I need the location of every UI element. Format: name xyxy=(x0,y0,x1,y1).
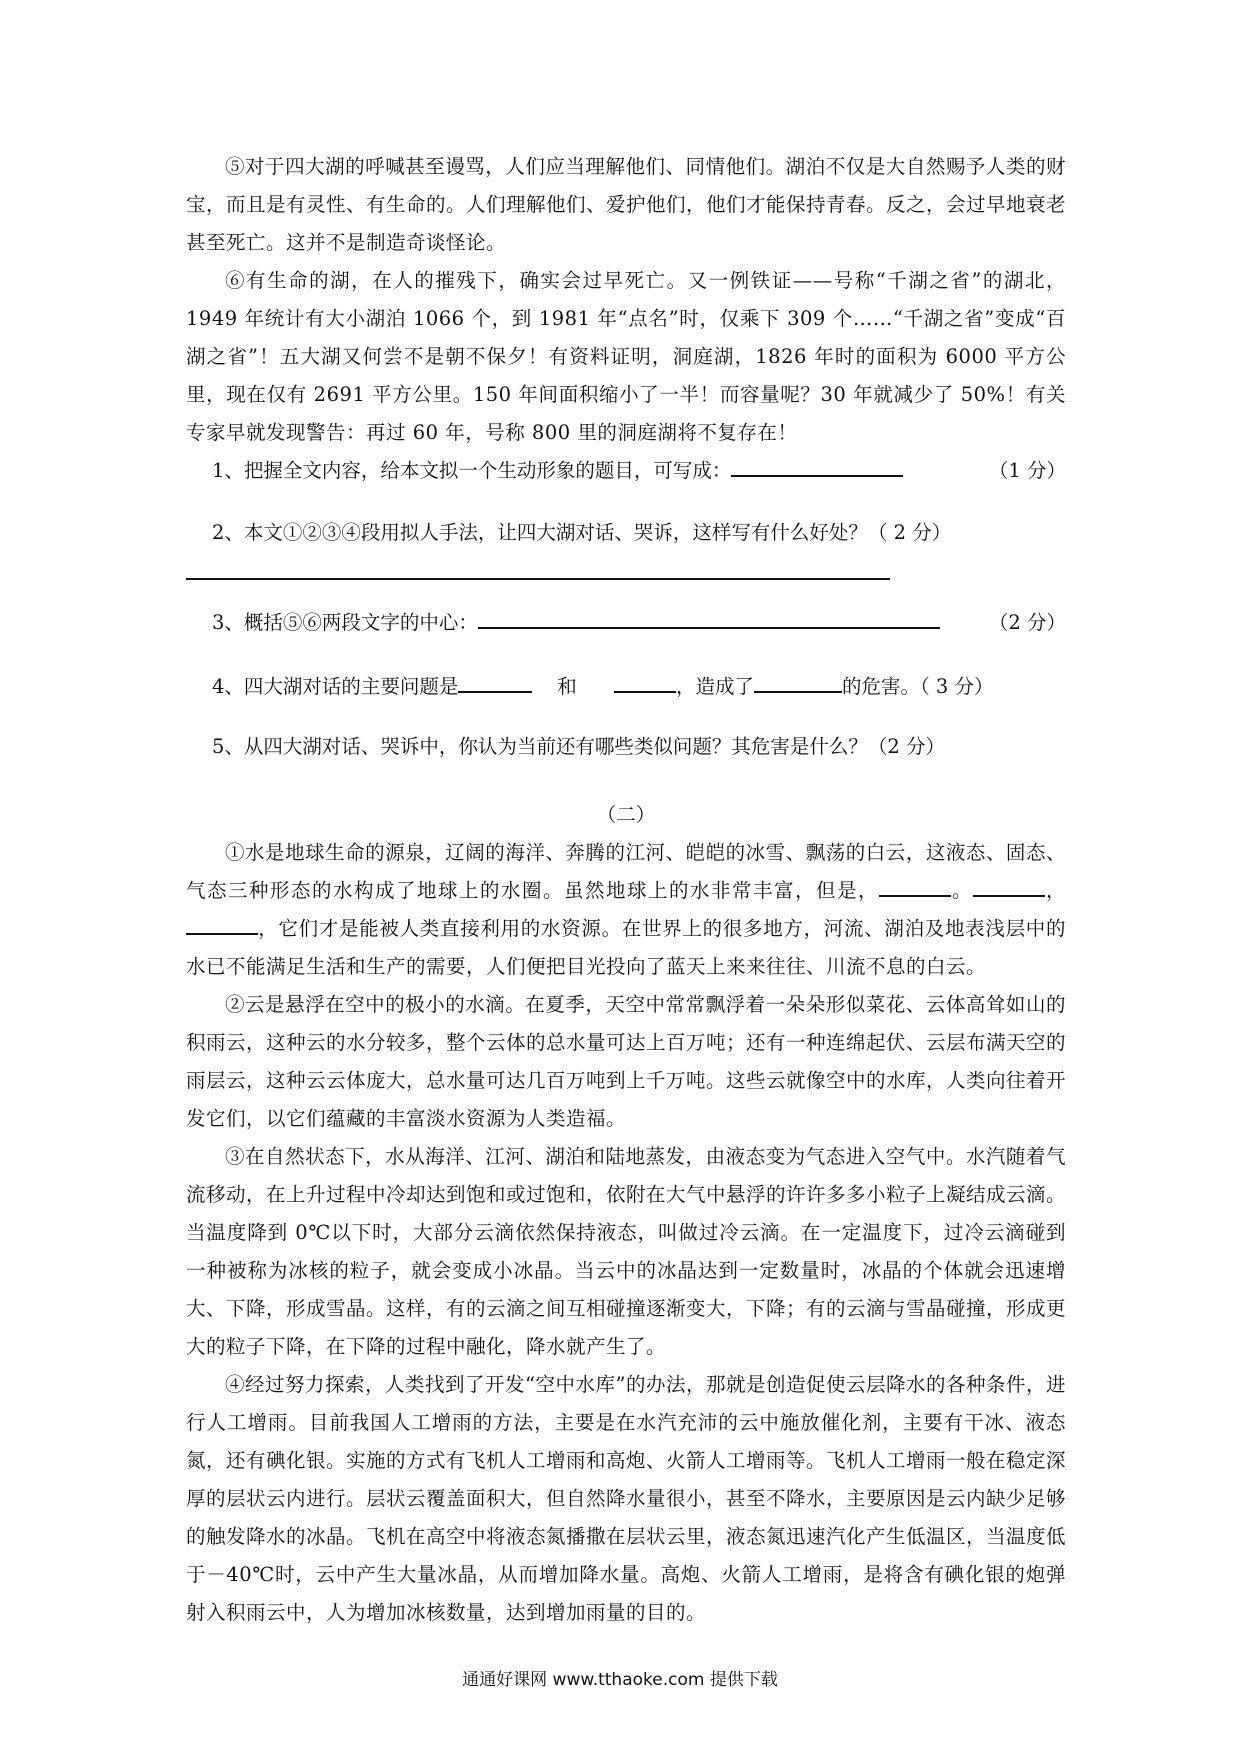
paragraph-1-text-d: ，它们才是能被人类直接利用的水资源。在世界上的很多地方，河流、湖泊及地表浅层中的水已不能满足生活和生产的需要，人们便把目光投向了蓝天上来来往往、川流不息的白云。 xyxy=(186,917,1066,978)
paragraph-1-text-a: ①水是地球生命的源泉，辽阔的海洋、奔腾的江河、皑皑的冰雪、飘荡的白云，这液态、固态、气态三种形态的水构成了地球上的水圈。虽然地球上的水非常丰富，但是， xyxy=(186,841,1066,902)
question-4-blank-1[interactable] xyxy=(458,669,532,693)
paragraph-1-blank-1[interactable] xyxy=(879,873,951,897)
paragraph-1-blank-3[interactable] xyxy=(186,911,258,935)
question-5: 5、从四大湖对话、哭诉中，你认为当前还有哪些类似问题？其危害是什么？（2 分） xyxy=(212,735,946,758)
question-1-blank[interactable] xyxy=(731,453,903,477)
paragraph-1-blank-2[interactable] xyxy=(973,873,1045,897)
paragraph-5: ⑤对于四大湖的呼喊甚至谩骂，人们应当理解他们、同情他们。湖泊不仅是大自然赐予人类的财宝，而且是有灵性、有生命的。人们理解他们、爱护他们，他们才能保持青春。反之，会过早地衰老甚至死亡。这并不是制造奇谈怪论。 xyxy=(186,155,1067,254)
paragraph-1-text-c: ， xyxy=(1044,879,1066,902)
paragraph-3: ③在自然状态下，水从海洋、江河、湖泊和陆地蒸发，由液态变为气态进入空气中。水汽随着气流移动，在上升过程中冷却达到饱和或过饱和，依附在大气中悬浮的许许多多小粒子上凝结成云滴。当温度降到 0℃以下时，大部分云滴依然保持液态，叫做过冷云滴。在一定温度下，过冷云滴碰到一种被称为冰核的粒子，就会变成小冰晶。当云中的冰晶达到一定数量时，冰晶的个体就会迅速增大、下降，形成雪晶。这样，有的云滴之间互相碰撞逐渐变大，下降；有的云滴与雪晶碰撞，形成更大的粒子下降，在下降的过程中融化，降水就产生了。 xyxy=(186,1145,1067,1358)
question-4 xyxy=(186,668,1066,706)
document-page xyxy=(186,148,1066,1632)
paragraph-1 xyxy=(186,834,1066,986)
question-4-blank-3[interactable] xyxy=(754,669,842,693)
question-1-score: （1 分） xyxy=(988,459,1066,482)
paragraph-4: ④经过努力探索，人类找到了开发“空中水库”的办法，那就是创造促使云层降水的各种条件，进行人工增雨。目前我国人工增雨的方法，主要是在水汽充沛的云中施放催化剂，主要有干冰、液态氮，还有碘化银。实施的方式有飞机人工增雨和高炮、火箭人工增雨等。飞机人工增雨一般在稳定深厚的层状云内进行。层状云覆盖面积大，但自然降水量很小，甚至不降水，主要原因是云内缺少足够的触发降水的冰晶。飞机在高空中将液态氮播撒在层状云里，液态氮迅速汽化产生低温区，当温度低于－40℃时，云中产生大量冰晶，从而增加降水量。高炮、火箭人工增雨，是将含有碘化银的炮弹射入积雨云中，人为增加冰核数量，达到增加雨量的目的。 xyxy=(186,1373,1067,1624)
question-2: 2、本文①②③④段用拟人手法，让四大湖对话、哭诉，这样写有什么好处？（ 2 分） xyxy=(212,521,952,544)
question-4-text-4: 的危害。（ 3 分） xyxy=(841,675,994,698)
question-4-text-3: ，造成了 xyxy=(675,675,754,698)
section-title: （二） xyxy=(596,803,656,826)
paragraph-2: ②云是悬浮在空中的极小的水滴。在夏季，天空中常常飘浮着一朵朵形似菜花、云体高耸如山的积雨云，这种云的水分较多，整个云体的总水量可达上百万吨；还有一种连绵起伏、云层布满天空的雨层云，这种云云体庞大，总水量可达几百万吨到上千万吨。这些云就像空中的水库，人类向往着开发它们，以它们蕴藏的丰富淡水资源为人类造福。 xyxy=(186,993,1067,1130)
question-1 xyxy=(186,452,1066,490)
question-3-score: （2 分） xyxy=(988,611,1066,634)
footer-credit: 通通好课网 www.tthaoke.com 提供下载 xyxy=(462,1670,778,1690)
question-4-blank-2[interactable] xyxy=(614,669,676,693)
question-1-text: 1、把握全文内容，给本文拟一个生动形象的题目，可写成： xyxy=(212,459,732,482)
question-3 xyxy=(186,604,1066,642)
question-4-text-2: 和 xyxy=(557,675,577,698)
question-3-blank[interactable] xyxy=(478,605,940,629)
paragraph-1-text-b: 。 xyxy=(950,879,973,902)
question-2-answer-line[interactable] xyxy=(186,578,890,580)
paragraph-6: ⑥有生命的湖，在人的摧残下，确实会过早死亡。又一例铁证——号称“千湖之省”的湖北，1949 年统计有大小湖泊 1066 个，到 1981 年“点名”时，仅乘下 309 个……“千湖之省”变成“百湖之省”！五大湖又何尝不是朝不保夕！有资料证明，洞庭湖，1826 年时的面积为 6000 平方公里，现在仅有 2691 平方公里。150 年间面积缩小了一半！而容量呢？30 年就减少了 50%！有关专家早就发现警告：再过 60 年，号称 800 里的洞庭湖将不复存在！ xyxy=(186,269,1066,444)
question-3-text: 3、概括⑤⑥两段文字的中心： xyxy=(212,611,478,634)
question-4-text-1: 4、四大湖对话的主要问题是 xyxy=(212,675,459,698)
